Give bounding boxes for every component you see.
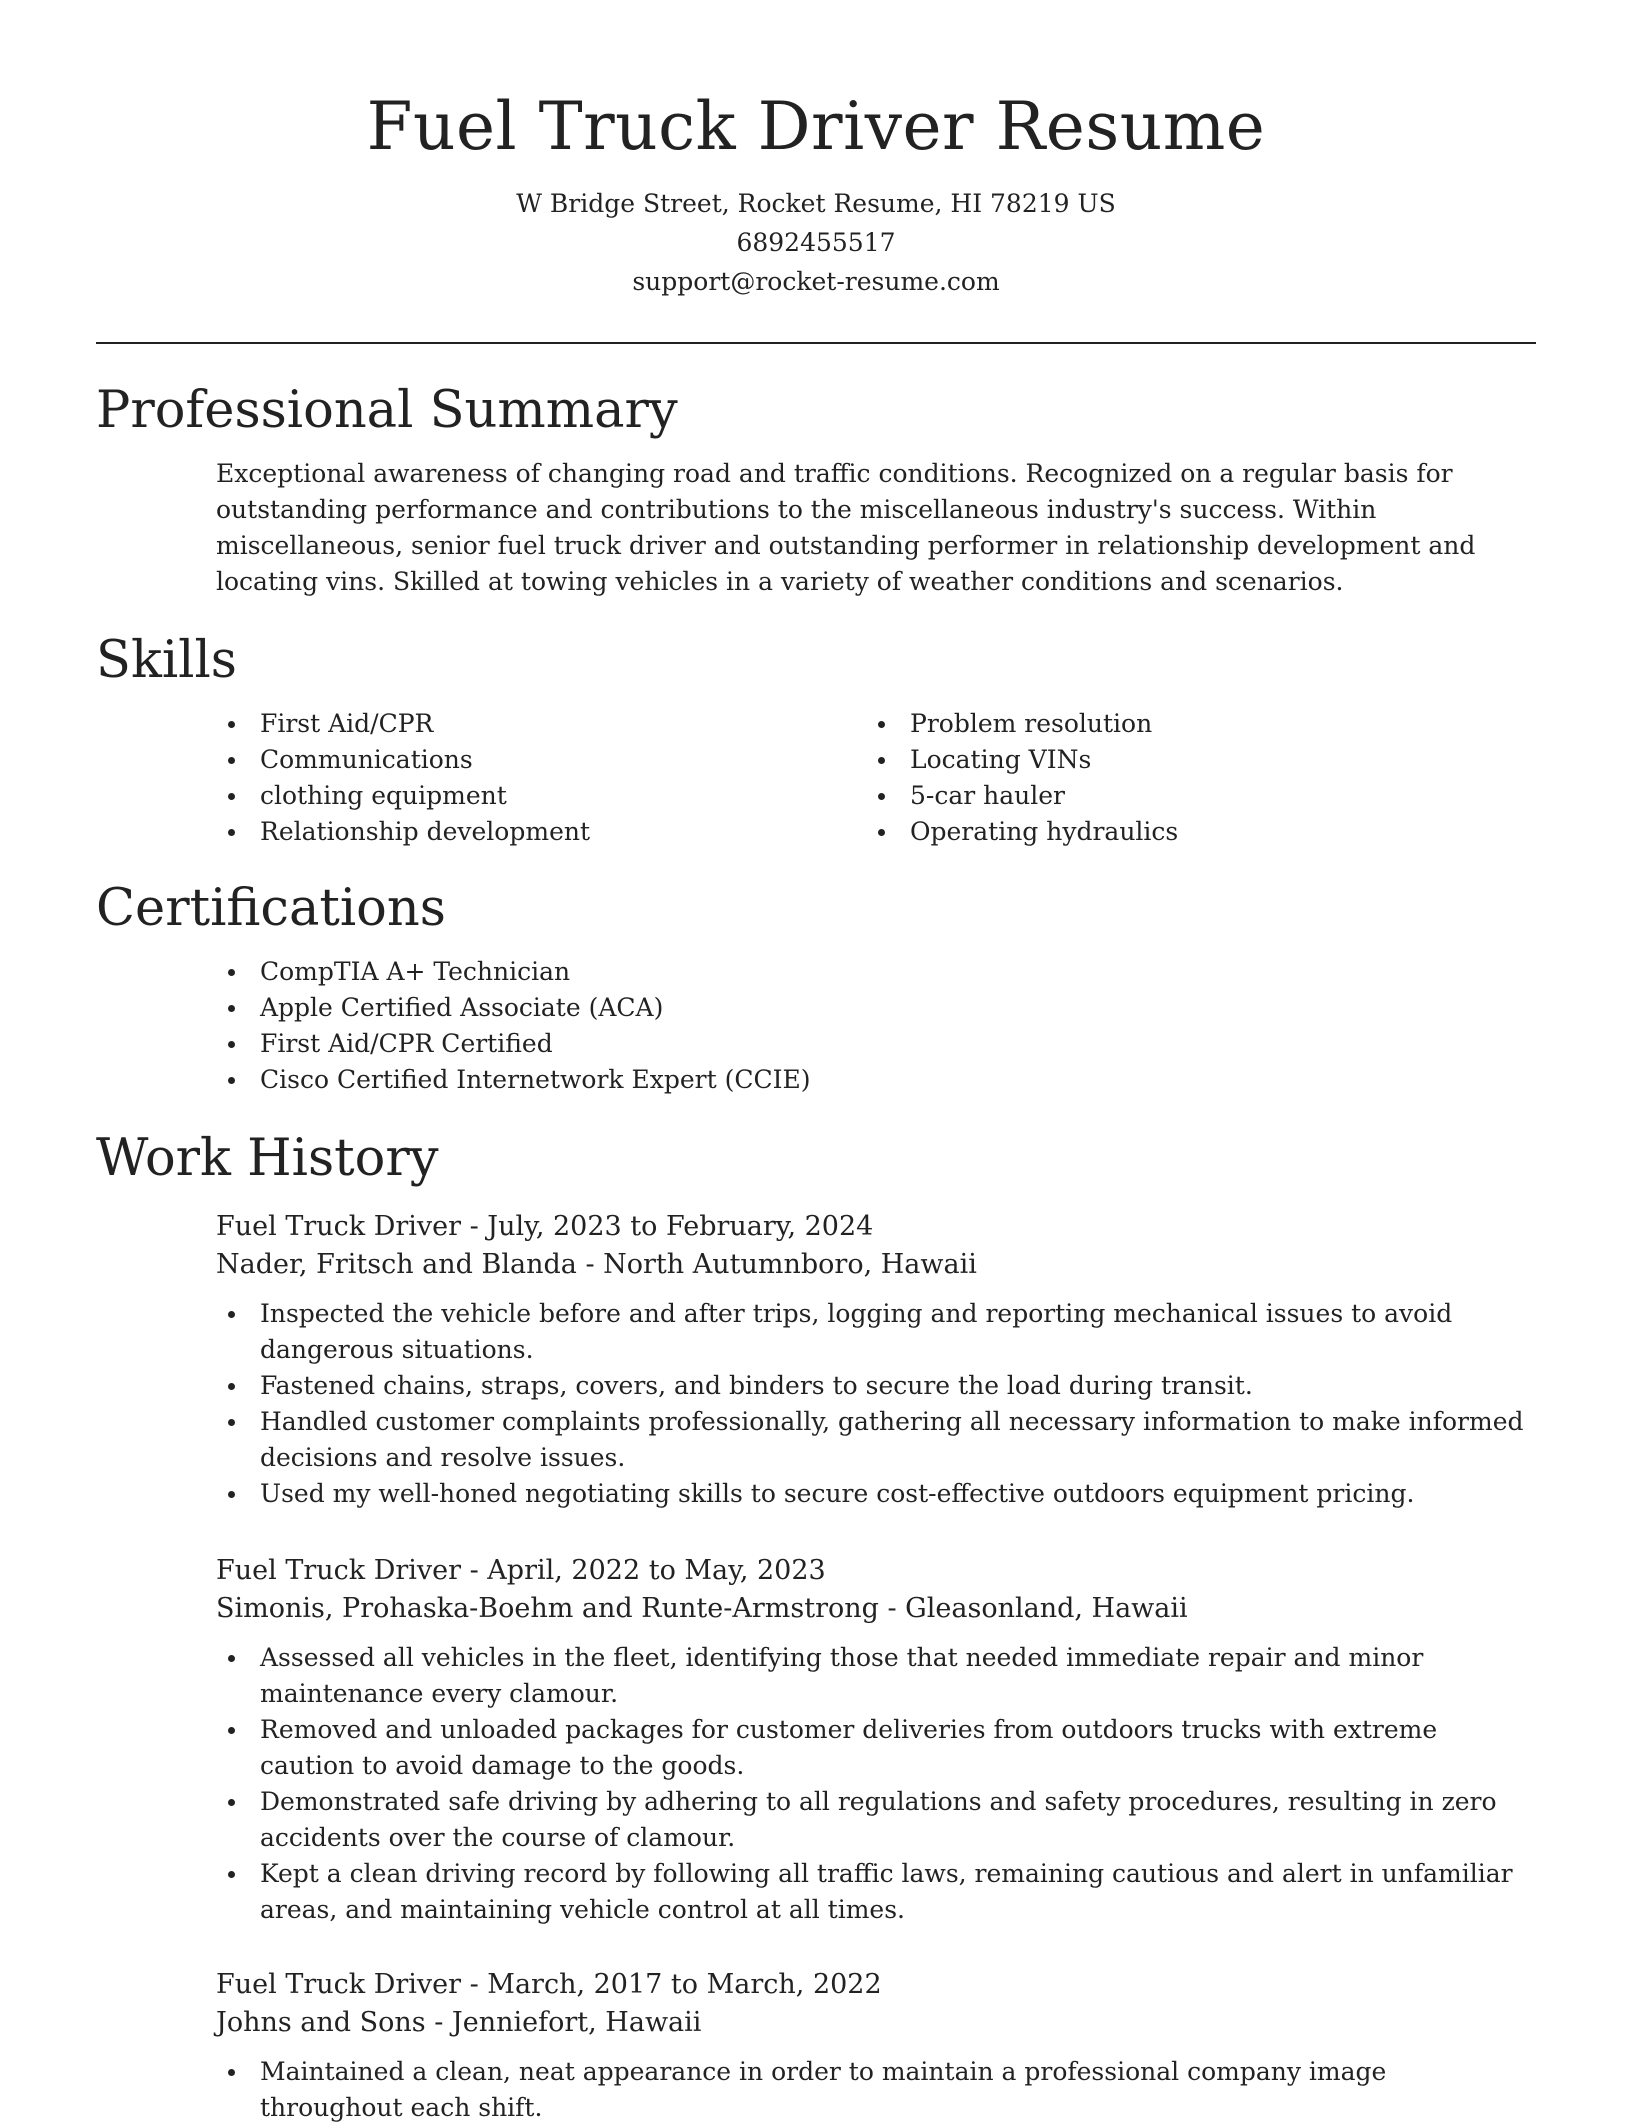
job-bullet-list xyxy=(216,1640,1536,1928)
job-bullet-list xyxy=(216,1296,1536,1512)
page-title: Fuel Truck Driver Resume xyxy=(366,88,1266,165)
skills-columns xyxy=(216,706,1536,850)
summary-heading: Professional Summary xyxy=(96,381,678,440)
skills-list-left xyxy=(216,706,866,850)
job-bullet: Fastened chains, straps, covers, and binders to secure the load during transit. xyxy=(216,1368,1536,1404)
job-bullet: Used my well-honed negotiating skills to secure cost-effective outdoors equipment pricing. xyxy=(216,1476,1536,1512)
job-bullet: Removed and unloaded packages for customer deliveries from outdoors trucks with extreme caution to avoid damage to the goods. xyxy=(216,1712,1536,1784)
job-company-line: Simonis, Prohaska-Boehm and Runte-Armstrong - Gleasonland, Hawaii xyxy=(216,1593,1188,1624)
job-company-line: Johns and Sons - Jenniefort, Hawaii xyxy=(216,2007,702,2038)
job-bullet-list xyxy=(216,2054,1536,2126)
header-divider xyxy=(96,342,1536,344)
job-entry xyxy=(96,1966,1536,2126)
skill-item: Communications xyxy=(216,742,866,778)
job-company-line: Nader, Fritsch and Blanda - North Autumnboro, Hawaii xyxy=(216,1249,977,1280)
skills-list-right xyxy=(866,706,1516,850)
resume-header xyxy=(0,0,1632,301)
certifications-list xyxy=(216,954,1536,1098)
contact-phone: 6892455517 xyxy=(736,228,896,257)
contact-block xyxy=(0,184,1632,301)
certification-item: Apple Certified Associate (ACA) xyxy=(216,990,1536,1026)
summary-section xyxy=(96,378,1536,600)
contact-email: support@rocket-resume.com xyxy=(632,267,1000,296)
skill-item: clothing equipment xyxy=(216,778,866,814)
job-bullet: Handled customer complaints professionally, gathering all necessary information to make informed decisions and resolve issues. xyxy=(216,1404,1536,1476)
skills-heading: Skills xyxy=(96,631,237,690)
job-entry xyxy=(96,1208,1536,1512)
work-history-section xyxy=(96,1126,1536,1192)
skill-item: First Aid/CPR xyxy=(216,706,866,742)
job-bullet: Assessed all vehicles in the fleet, identifying those that needed immediate repair and minor maintenance every clamour. xyxy=(216,1640,1536,1712)
job-bullet: Demonstrated safe driving by adhering to all regulations and safety procedures, resulting in zero accidents over the course of clamour. xyxy=(216,1784,1536,1856)
skill-item: Relationship development xyxy=(216,814,866,850)
job-title-line: Fuel Truck Driver - March, 2017 to March, 2022 xyxy=(216,1969,882,2000)
job-title-line: Fuel Truck Driver - July, 2023 to February, 2024 xyxy=(216,1211,874,1242)
certifications-heading: Certifications xyxy=(96,879,446,938)
job-bullet: Maintained a clean, neat appearance in order to maintain a professional company image throughout each shift. xyxy=(216,2054,1536,2126)
skill-item: Operating hydraulics xyxy=(866,814,1516,850)
job-title-line: Fuel Truck Driver - April, 2022 to May, 2023 xyxy=(216,1555,826,1586)
job-entry xyxy=(96,1552,1536,1928)
skill-item: 5-car hauler xyxy=(866,778,1516,814)
certification-item: CompTIA A+ Technician xyxy=(216,954,1536,990)
work-history-heading: Work History xyxy=(96,1129,439,1188)
contact-address: W Bridge Street, Rocket Resume, HI 78219 US xyxy=(516,189,1116,218)
certification-item: First Aid/CPR Certified xyxy=(216,1026,1536,1062)
certifications-section xyxy=(96,876,1536,1098)
certification-item: Cisco Certified Internetwork Expert (CCIE) xyxy=(216,1062,1536,1098)
job-bullet: Kept a clean driving record by following all traffic laws, remaining cautious and alert in unfamiliar areas, and maintaining vehicle control at all times. xyxy=(216,1856,1536,1928)
skill-item: Problem resolution xyxy=(866,706,1516,742)
skills-section xyxy=(96,628,1536,850)
job-bullet: Inspected the vehicle before and after trips, logging and reporting mechanical issues to avoid dangerous situations. xyxy=(216,1296,1536,1368)
summary-text: Exceptional awareness of changing road and traffic conditions. Recognized on a regular basis for outstanding performance and contributions to the miscellaneous industry's success. Within miscellaneous, senior fuel truck driver and outstanding performer in relationship development and locating vins. Skilled at towing vehicles in a variety of weather conditions and scenarios. xyxy=(216,459,1476,596)
skill-item: Locating VINs xyxy=(866,742,1516,778)
